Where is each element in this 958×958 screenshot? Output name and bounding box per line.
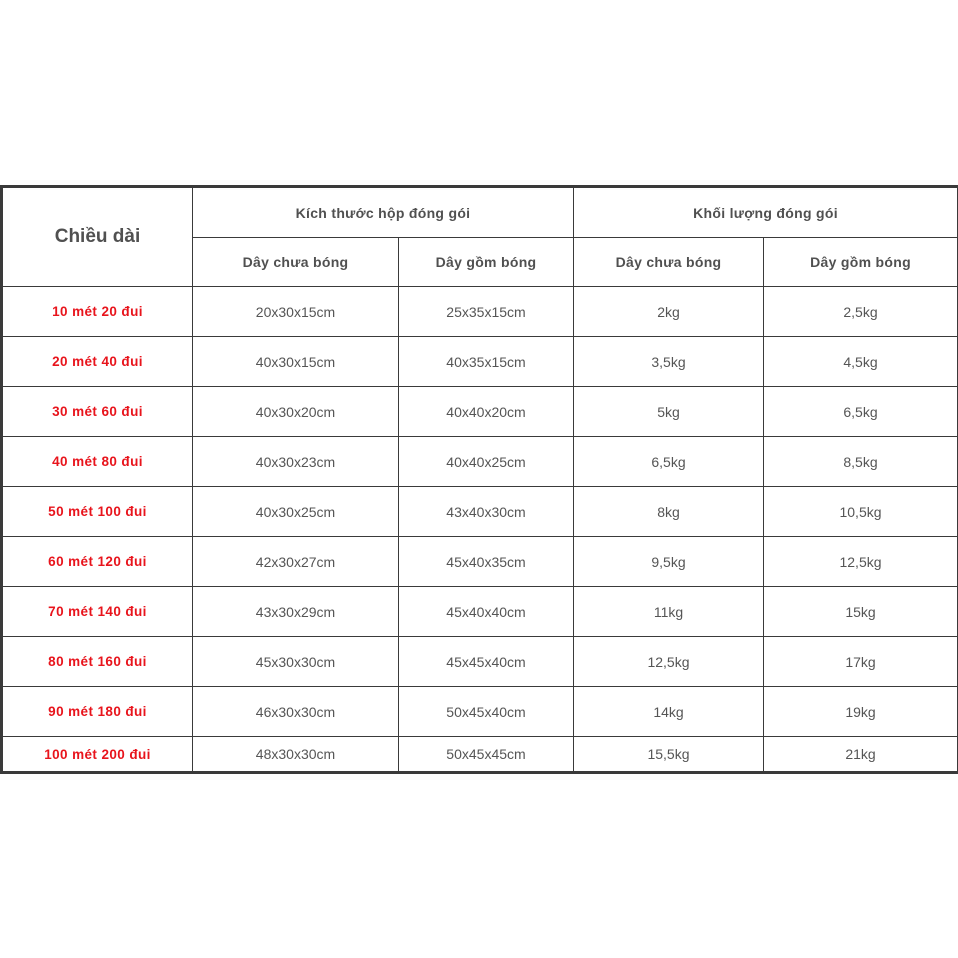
- group-header-box-size: Kích thước hộp đóng gói: [193, 187, 574, 238]
- table-row: [2, 337, 958, 387]
- cell-weight-unpolished: 8kg: [574, 487, 764, 537]
- table-row: [2, 587, 958, 637]
- cell-weight-with-bulb: 2,5kg: [764, 287, 958, 337]
- cell-box-unpolished: 45x30x30cm: [193, 637, 399, 687]
- cell-box-unpolished: 43x30x29cm: [193, 587, 399, 637]
- cell-box-with-bulb: 50x45x45cm: [399, 737, 574, 773]
- table-row: [2, 287, 958, 337]
- cell-weight-with-bulb: 17kg: [764, 637, 958, 687]
- cell-length: 60 mét 120 đui: [2, 537, 193, 587]
- cell-box-with-bulb: 40x40x20cm: [399, 387, 574, 437]
- subheader-weight-unpolished: Dây chưa bóng: [574, 238, 764, 287]
- cell-box-with-bulb: 45x40x40cm: [399, 587, 574, 637]
- cell-weight-unpolished: 2kg: [574, 287, 764, 337]
- cell-length: 100 mét 200 đui: [2, 737, 193, 773]
- table-row: [2, 687, 958, 737]
- cell-length: 90 mét 180 đui: [2, 687, 193, 737]
- cell-length: 30 mét 60 đui: [2, 387, 193, 437]
- cell-weight-with-bulb: 4,5kg: [764, 337, 958, 387]
- cell-weight-with-bulb: 6,5kg: [764, 387, 958, 437]
- cell-box-with-bulb: 40x35x15cm: [399, 337, 574, 387]
- cell-box-with-bulb: 40x40x25cm: [399, 437, 574, 487]
- cell-box-unpolished: 40x30x20cm: [193, 387, 399, 437]
- cell-weight-unpolished: 11kg: [574, 587, 764, 637]
- cell-length: 50 mét 100 đui: [2, 487, 193, 537]
- cell-weight-unpolished: 14kg: [574, 687, 764, 737]
- cell-length: 70 mét 140 đui: [2, 587, 193, 637]
- cell-weight-with-bulb: 15kg: [764, 587, 958, 637]
- cell-length: 40 mét 80 đui: [2, 437, 193, 487]
- subheader-weight-with-bulb: Dây gồm bóng: [764, 238, 958, 287]
- cell-weight-with-bulb: 8,5kg: [764, 437, 958, 487]
- cell-weight-unpolished: 12,5kg: [574, 637, 764, 687]
- cell-box-with-bulb: 50x45x40cm: [399, 687, 574, 737]
- cell-weight-with-bulb: 10,5kg: [764, 487, 958, 537]
- header-row-groups: [2, 187, 958, 238]
- cell-box-unpolished: 20x30x15cm: [193, 287, 399, 337]
- cell-weight-unpolished: 9,5kg: [574, 537, 764, 587]
- cell-weight-unpolished: 5kg: [574, 387, 764, 437]
- cell-weight-with-bulb: 21kg: [764, 737, 958, 773]
- cell-length: 80 mét 160 đui: [2, 637, 193, 687]
- subheader-box-with-bulb: Dây gồm bóng: [399, 238, 574, 287]
- cell-box-with-bulb: 43x40x30cm: [399, 487, 574, 537]
- table-row: [2, 637, 958, 687]
- cell-box-unpolished: 48x30x30cm: [193, 737, 399, 773]
- table-row: [2, 737, 958, 773]
- group-header-weight: Khối lượng đóng gói: [574, 187, 958, 238]
- cell-length: 20 mét 40 đui: [2, 337, 193, 387]
- cell-box-with-bulb: 45x40x35cm: [399, 537, 574, 587]
- cell-box-with-bulb: 25x35x15cm: [399, 287, 574, 337]
- cell-weight-unpolished: 15,5kg: [574, 737, 764, 773]
- cell-weight-unpolished: 6,5kg: [574, 437, 764, 487]
- table-row: [2, 387, 958, 437]
- table-row: [2, 537, 958, 587]
- cell-box-with-bulb: 45x45x40cm: [399, 637, 574, 687]
- cell-box-unpolished: 46x30x30cm: [193, 687, 399, 737]
- packaging-spec-table-container: [0, 185, 957, 774]
- cell-weight-with-bulb: 12,5kg: [764, 537, 958, 587]
- cell-box-unpolished: 40x30x25cm: [193, 487, 399, 537]
- cell-box-unpolished: 40x30x23cm: [193, 437, 399, 487]
- cell-length: 10 mét 20 đui: [2, 287, 193, 337]
- cell-box-unpolished: 42x30x27cm: [193, 537, 399, 587]
- packaging-spec-table: [0, 185, 958, 774]
- cell-weight-with-bulb: 19kg: [764, 687, 958, 737]
- table-row: [2, 437, 958, 487]
- table-row: [2, 487, 958, 537]
- cell-weight-unpolished: 3,5kg: [574, 337, 764, 387]
- column-header-length: Chiều dài: [2, 187, 193, 287]
- cell-box-unpolished: 40x30x15cm: [193, 337, 399, 387]
- subheader-box-unpolished: Dây chưa bóng: [193, 238, 399, 287]
